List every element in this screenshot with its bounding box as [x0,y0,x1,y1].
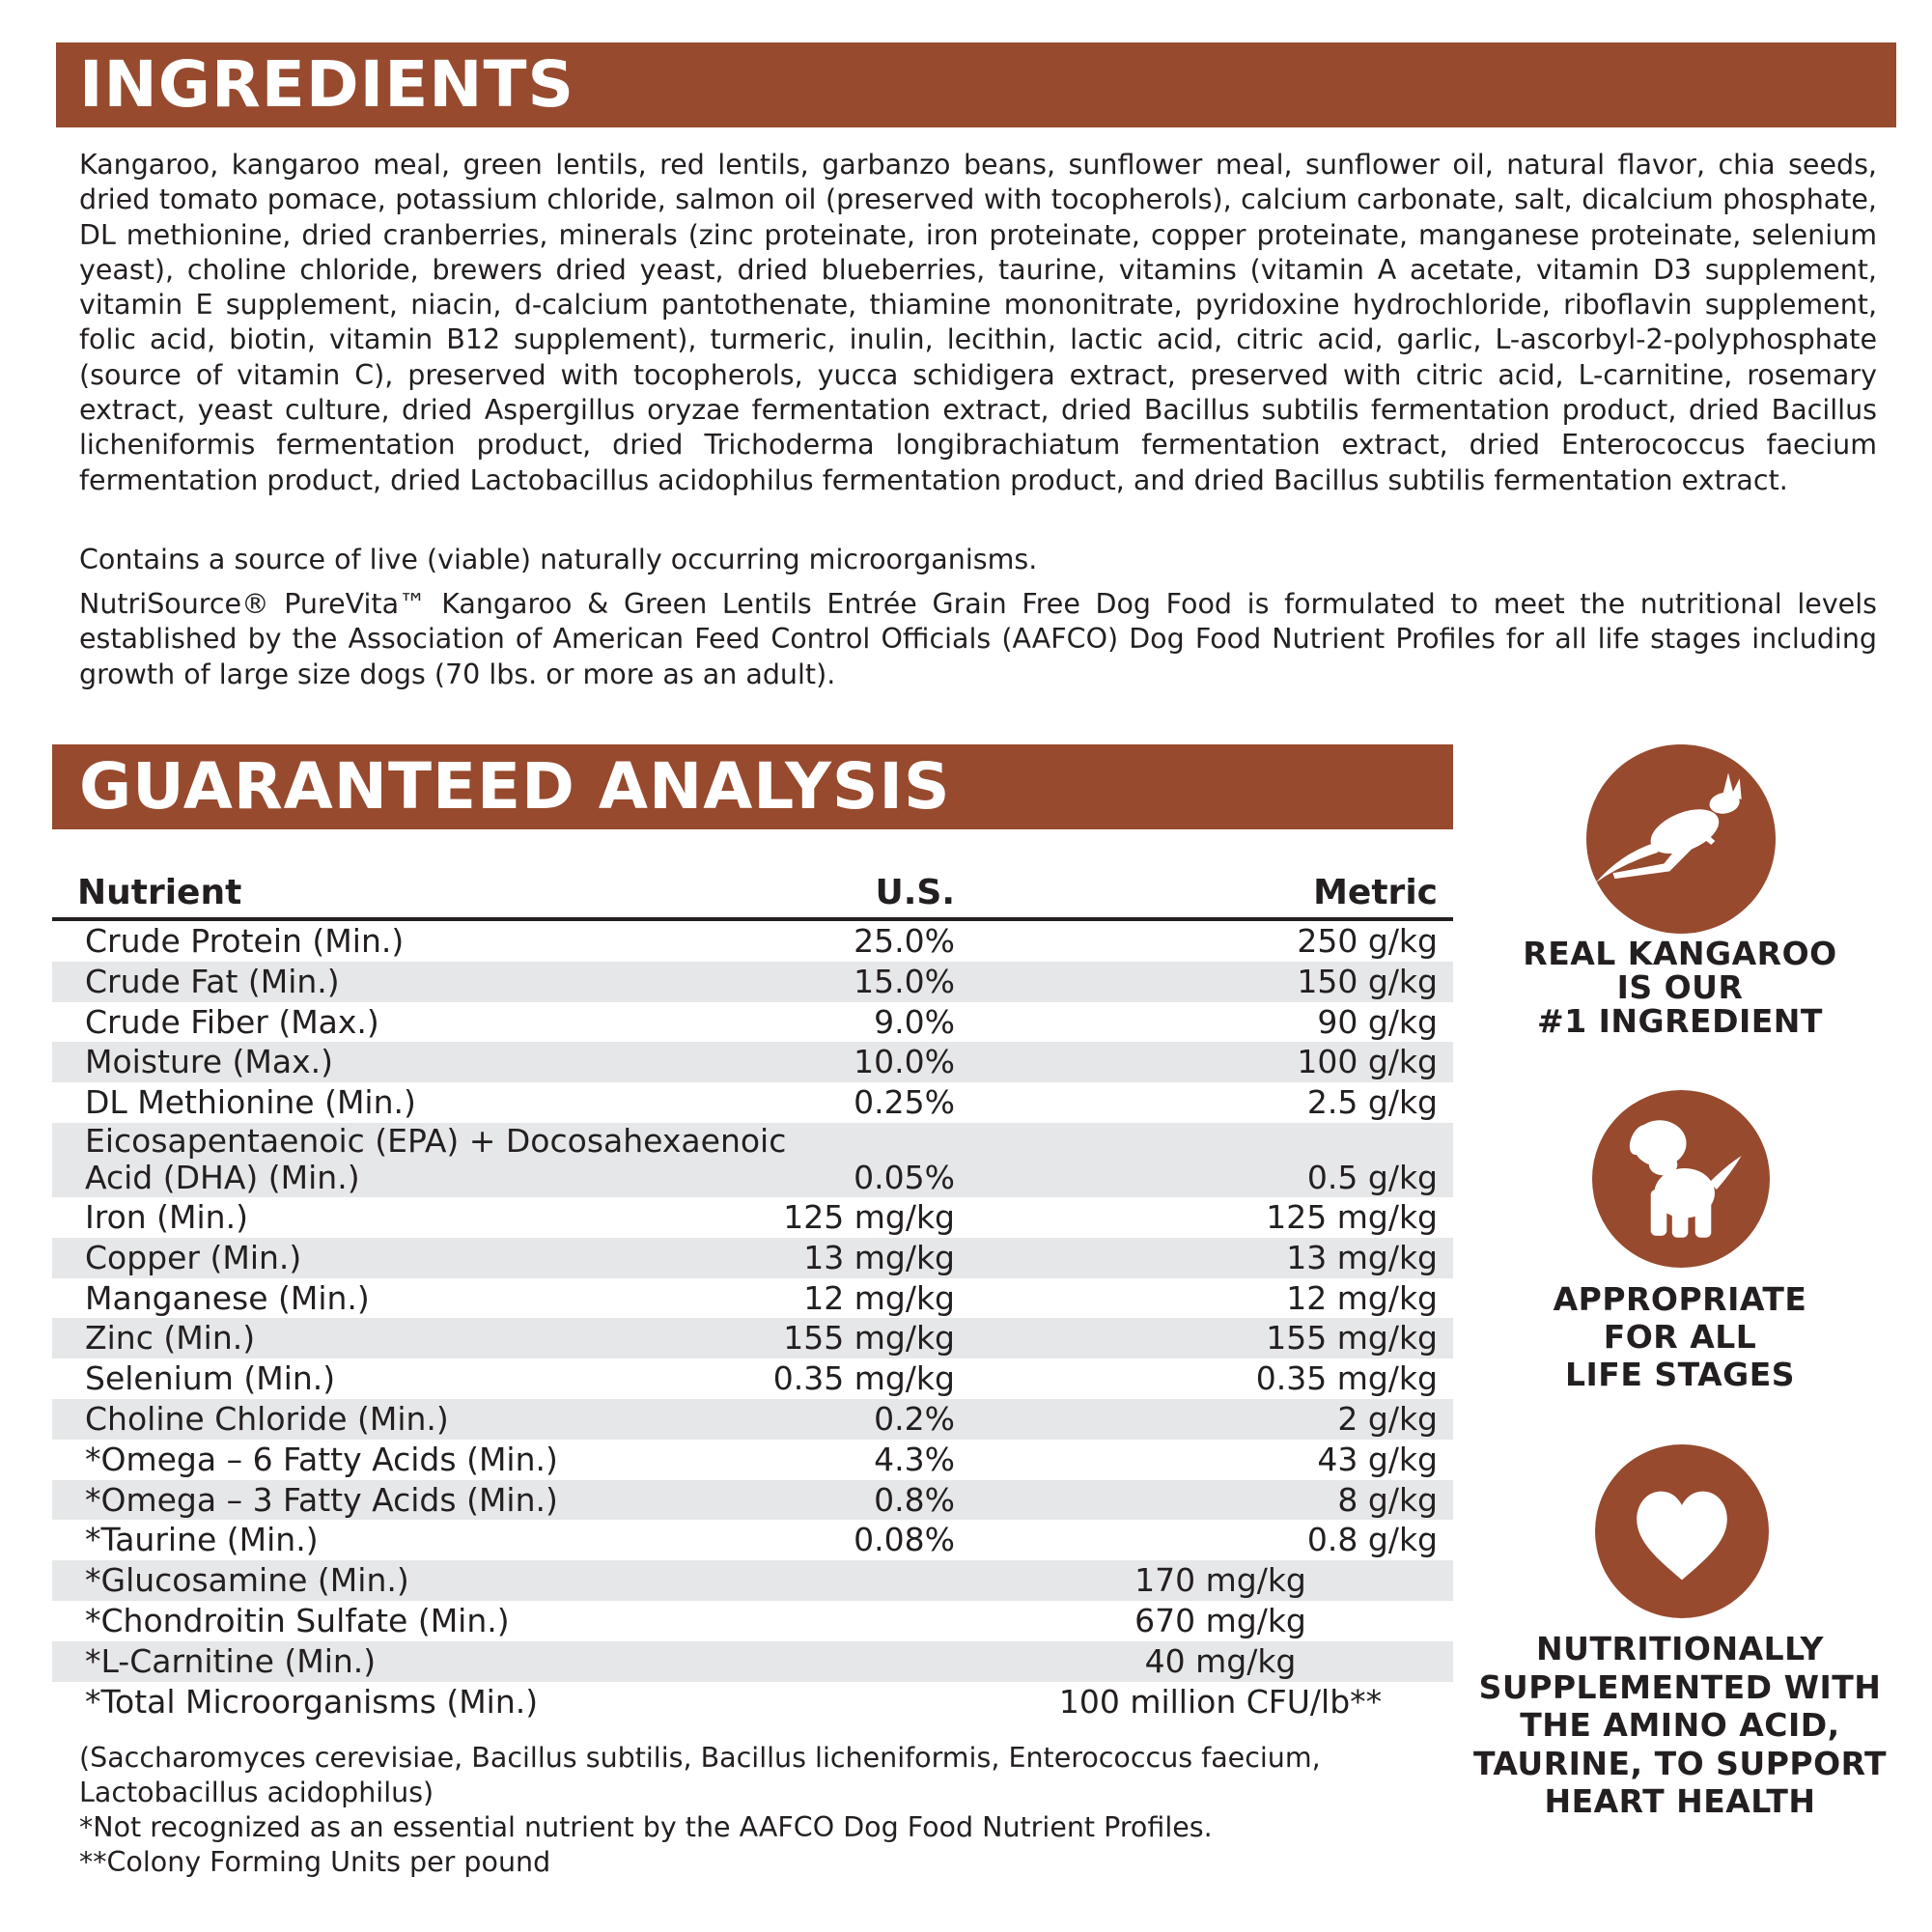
metric-value: 8 g/kg [1337,1480,1438,1519]
nutrient-value: 170 mg/kg [1134,1561,1306,1600]
ingredients-title: INGREDIENTS [56,42,1896,127]
badge-taurine-heart-health [1468,1630,1892,1821]
nutrient-name: Iron (Min.) [85,1197,248,1236]
nutrient-name: Copper (Min.) [85,1238,302,1276]
metric-value: 0.35 mg/kg [1255,1359,1438,1398]
badge-line: HEART HEALTH [1544,1782,1816,1820]
badge-real-kangaroo [1468,937,1892,1038]
table-body [52,921,1453,1722]
us-value: 10.0% [854,1043,955,1081]
table-header [52,869,1453,921]
nutrient-name: *Glucosamine (Min.) [85,1561,409,1600]
heart-icon [1595,1444,1769,1618]
puppy-icon [1592,1090,1770,1268]
us-value: 155 mg/kg [783,1319,955,1358]
badge-line: IS OUR [1616,968,1744,1006]
table-row [52,1520,1453,1560]
table-row [52,1278,1453,1319]
table-row [52,1042,1453,1082]
nutrient-name: Moisture (Max.) [85,1043,333,1081]
badge-all-life-stages [1468,1280,1892,1393]
us-value: 0.25% [854,1083,955,1122]
metric-value: 250 g/kg [1297,922,1438,960]
nutrient-name: Crude Fiber (Max.) [85,1002,379,1041]
table-row [52,1480,1453,1521]
kangaroo-icon [1586,744,1776,934]
metric-value: 90 g/kg [1317,1002,1438,1041]
nutrient-name: *Omega – 6 Fatty Acids (Min.) [85,1440,558,1478]
table-row [52,1318,1453,1358]
nutrient-name: *Omega – 3 Fatty Acids (Min.) [85,1480,558,1519]
us-value: 9.0% [874,1002,955,1041]
table-row [52,1238,1453,1278]
footnote-line: Lactobacillus acidophilus) [79,1777,434,1808]
nutrient-name: *Taurine (Min.) [85,1521,319,1559]
nutrient-name: *Chondroitin Sulfate (Min.) [85,1601,510,1639]
metric-value: 13 mg/kg [1286,1238,1438,1276]
nutrient-name: Crude Fat (Min.) [85,962,340,1000]
metric-value: 2.5 g/kg [1306,1083,1438,1122]
table-row [52,1440,1453,1480]
nutrient-name: Manganese (Min.) [85,1278,370,1317]
nutrient-name: DL Methionine (Min.) [85,1083,416,1122]
table-row [52,1601,1453,1641]
table-row [52,962,1453,1002]
us-value: 25.0% [854,922,955,960]
nutrient-name: Choline Chloride (Min.) [85,1399,449,1438]
metric-value: 100 g/kg [1297,1043,1438,1081]
metric-value: 125 mg/kg [1266,1197,1438,1236]
us-value: 4.3% [874,1440,955,1478]
nutrient-name: *Total Microorganisms (Min.) [85,1682,539,1721]
nutrient-value: 100 million CFU/lb** [1058,1682,1383,1721]
us-value: 125 mg/kg [783,1197,955,1236]
table-row [52,1123,1453,1197]
us-value: 13 mg/kg [803,1238,955,1276]
header-metric: Metric [1313,873,1438,912]
nutrient-name: Eicosapentaenoic (EPA) + Docosahexaenoic Acid (DHA) (Min.) [85,1121,787,1196]
header-nutrient: Nutrient [77,873,242,912]
badge-line: LIFE STAGES [1564,1356,1796,1393]
badge-line: NUTRITIONALLY [1536,1630,1824,1667]
nutrient-name: Selenium (Min.) [85,1359,336,1398]
badge-line: REAL KANGAROO [1523,935,1837,972]
badge-line: SUPPLEMENTED WITH [1478,1667,1882,1706]
metric-value: 12 mg/kg [1286,1278,1438,1317]
table-row [52,1682,1453,1722]
header-us: U.S. [875,873,955,912]
us-value: 0.8% [874,1480,955,1519]
footnote-line: *Not recognized as an essential nutrient by the AAFCO Dog Food Nutrient Profiles. [79,1811,1213,1843]
table-row [52,1399,1453,1440]
badge-line: FOR ALL [1603,1318,1757,1356]
table-row [52,1358,1453,1399]
metric-value: 0.8 g/kg [1306,1521,1438,1559]
metric-value: 150 g/kg [1297,962,1438,1000]
us-value: 0.35 mg/kg [772,1359,955,1398]
aafco-statement: NutriSource® PureVita™ Kangaroo & Green Lentils Entrée Grain Free Dog Food is formulated to meet the nutritional levels established by the Association of American Feed Control Officials (AAFCO) Dog Food Nutrient Profiles for all life stages including growth of large size dogs (70 lbs. or more as an adult). [79,588,1877,690]
table-row [52,1641,1453,1682]
guaranteed-analysis-table [52,869,1453,1722]
table-row [52,1082,1453,1123]
us-value: 12 mg/kg [803,1278,955,1317]
nutrient-name: Zinc (Min.) [85,1319,256,1358]
metric-value: 43 g/kg [1317,1440,1438,1478]
ingredients-text: Kangaroo, kangaroo meal, green lentils, red lentils, garbanzo beans, sunflower meal, sunflower oil, natural flavor, chia seeds, dried tomato pomace, potassium chloride, salmon oil (preserved with tocopherols), calcium carbonate, salt, dicalcium phosphate, DL methionine, dried cranberries, minerals (zinc proteinate, iron proteinate, copper proteinate, manganese proteinate, selenium yeast), choline chloride, brewers dried yeast, dried blueberries, taurine, vitamins (vitamin A acetate, vitamin D3 supplement, vitamin E supplement, niacin, d-calcium pantothenate, thiamine mononitrate, pyridoxine hydrochloride, riboflavin supplement, folic acid, biotin, vitamin B12 supplement), turmeric, inulin, lecithin, lactic acid, citric acid, garlic, L-ascorbyl-2-polyphosphate (source of vitamin C), preserved with tocopherols, yucca schidigera extract, preserved with citric acid, L-carnitine, rosemary extract, yeast culture, dried Aspergillus oryzae fermentation extract, dried Bacillus subtilis fermentation product, dried Bacillus licheniformis fermentation product, dried Trichoderma longibrachiatum fermentation extract, dried Enterococcus faecium fermentation product, dried Lactobacillus acidophilus fermentation product, and dried Bacillus subtilis fermentation extract. [79,149,1877,496]
footnote-line: **Colony Forming Units per pound [79,1846,551,1878]
nutrient-value: 670 mg/kg [1134,1601,1306,1639]
us-value: 0.2% [874,1399,955,1438]
badge-line: #1 INGREDIENT [1537,1002,1823,1040]
us-value: 0.05% [854,1158,955,1196]
badge-line: THE AMINO ACID, [1520,1706,1840,1744]
guaranteed-analysis-title: GUARANTEED ANALYSIS [52,744,1453,829]
us-value: 15.0% [854,962,955,1000]
table-row [52,1197,1453,1238]
footnote-line: (Saccharomyces cerevisiae, Bacillus subtilis, Bacillus licheniformis, Enterococcus faecium, [79,1742,1321,1774]
table-row [52,1002,1453,1043]
us-value: 0.08% [854,1521,955,1559]
nutrient-name: *L-Carnitine (Min.) [85,1641,377,1680]
metric-value: 155 mg/kg [1266,1319,1438,1358]
nutrient-name: Crude Protein (Min.) [85,922,405,960]
metric-value: 2 g/kg [1337,1399,1438,1438]
metric-value: 0.5 g/kg [1306,1158,1438,1196]
nutrient-value: 40 mg/kg [1144,1641,1297,1680]
table-row [52,921,1453,962]
badge-line: APPROPRIATE [1553,1280,1807,1318]
footnotes [79,1741,1321,1880]
badge-line: TAURINE, TO SUPPORT [1472,1744,1888,1782]
table-row [52,1560,1453,1601]
live-microorganisms-note: Contains a source of live (viable) naturally occurring microorganisms. [79,544,1038,575]
